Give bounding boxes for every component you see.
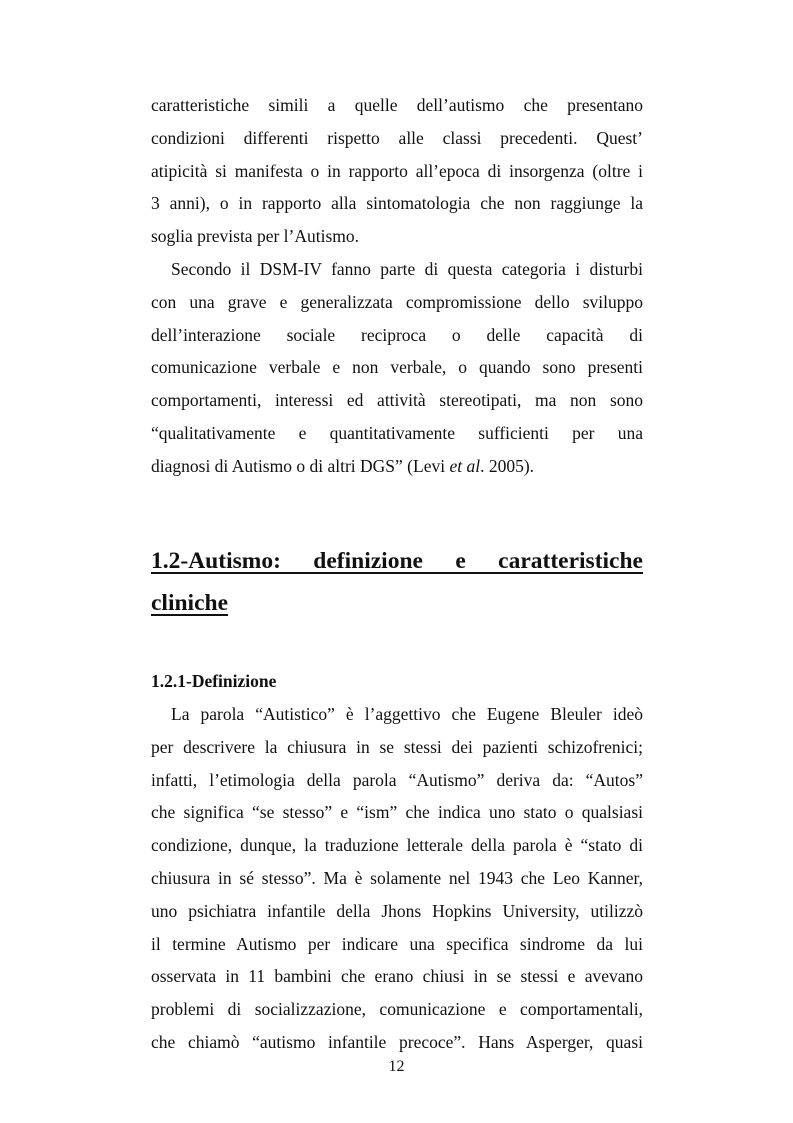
section-title-line-2: cliniche (151, 590, 229, 616)
paragraph-3 (151, 698, 643, 1059)
paragraph-2 (151, 253, 643, 483)
paragraph-line: che chiamò “autismo infantile precoce”. Hans Asperger, quasi (151, 1031, 643, 1052)
paragraph-line: soglia prevista per l’Autismo. (151, 226, 360, 247)
section-title-line-1: 1.2-Autismo: definizione e caratteristiche (151, 548, 643, 574)
section-title (151, 540, 643, 624)
paragraph-line: atipicità si manifesta o in rapporto all’epoca di insorgenza (oltre i (151, 160, 643, 181)
paragraph-line-citation (151, 450, 643, 483)
paragraph-line: che significa “se stesso” e “ism” che indica uno stato o qualsiasi (151, 802, 643, 823)
paragraph-line: con una grave e generalizzata compromissione dello sviluppo (151, 291, 643, 312)
citation-text-before: diagnosi di Autismo o di altri DGS” (Levi (151, 455, 450, 476)
citation-text-after: . 2005). (480, 455, 535, 476)
paragraph-line: chiusura in sé stesso”. Ma è solamente nel 1943 che Leo Kanner, (151, 867, 643, 888)
paragraph-block-1 (151, 89, 643, 483)
paragraph-line: infatti, l’etimologia della parola “Autismo” deriva da: “Autos” (151, 769, 643, 790)
page-number: 12 (388, 1058, 405, 1075)
paragraph-line: 3 anni), o in rapporto alla sintomatologia che non raggiunge la (151, 193, 643, 214)
paragraph-line: osservata in 11 bambini che erano chiusi in se stessi e avevano (151, 966, 643, 987)
paragraph-line: La parola “Autistico” è l’aggettivo che Eugene Bleuler ideò (171, 704, 643, 724)
subsection-title: 1.2.1-Definizione (151, 671, 277, 691)
paragraph-line: dell’interazione sociale reciproca o delle capacità di (151, 324, 643, 345)
paragraph-line: caratteristiche simili a quelle dell’autismo che presentano (151, 95, 643, 115)
citation-italic: et al (449, 455, 481, 476)
paragraph-line: comportamenti, interessi ed attività stereotipati, ma non sono (151, 390, 643, 411)
paragraph-line: per descrivere la chiusura in se stessi dei pazienti schizofrenici; (151, 736, 643, 757)
paragraph-line: problemi di socializzazione, comunicazione e comportamentali, (151, 999, 643, 1020)
paragraph-block-2 (151, 698, 643, 1059)
paragraph-line: uno psichiatra infantile della Jhons Hopkins University, utilizzò (151, 900, 643, 921)
paragraph-line: “qualitativamente e quantitativamente sufficienti per una (151, 422, 643, 443)
paragraph-line: condizione, dunque, la traduzione letterale della parola è “stato di (151, 835, 643, 856)
paragraph-line: Secondo il DSM-IV fanno parte di questa categoria i disturbi (171, 258, 643, 279)
paragraph-1 (151, 89, 643, 253)
paragraph-line: condizioni differenti rispetto alle classi precedenti. Quest’ (151, 127, 643, 148)
paragraph-line: il termine Autismo per indicare una specifica sindrome da lui (151, 933, 643, 954)
paragraph-line: comunicazione verbale e non verbale, o quando sono presenti (151, 357, 643, 378)
